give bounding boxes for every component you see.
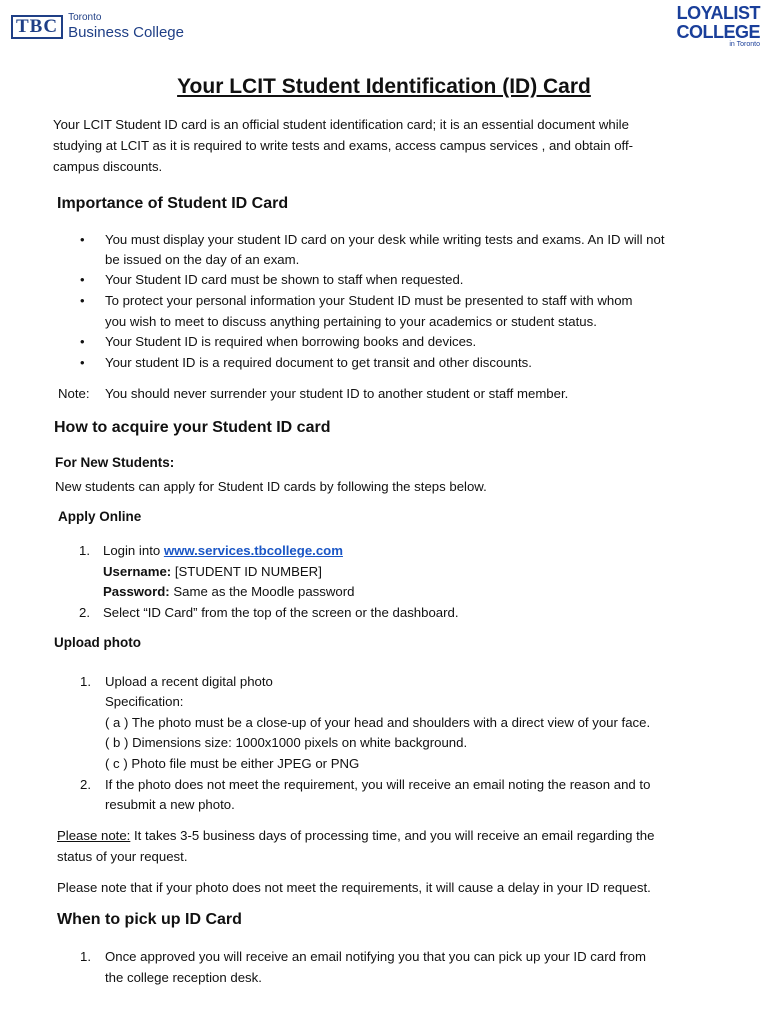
importance-item-4: Your Student ID is required when borrowing books and devices. [105,334,477,349]
loyalist-line2: COLLEGE [676,22,760,42]
pickup-step-1-line-1: Once approved you will receive an email notifying you that you can pick up your ID card from [105,949,646,964]
pickup-heading: When to pick up ID Card [57,911,242,928]
tbc-logo-mark: TBC [11,15,63,39]
password-line [103,581,354,602]
pickup-step-1-line-2: the college reception desk. [105,970,262,985]
upload-photo-heading: Upload photo [54,635,141,650]
username-label: Username: [103,564,172,579]
importance-item-1-line-1: You must display your student ID card on your desk while writing tests and exams. An ID will not [105,232,665,247]
delay-note: Please note that if your photo does not meet the requirements, it will cause a delay in your ID request. [57,880,651,895]
acquire-heading: How to acquire your Student ID card [54,419,331,436]
spec-c: ( c ) Photo file must be either JPEG or PNG [105,756,360,771]
new-students-label: For New Students: [55,455,175,470]
step-number: 2. [79,605,90,620]
loyalist-line1: LOYALIST [676,3,760,23]
bullet-icon: • [80,355,85,370]
apply-online-heading: Apply Online [58,509,142,524]
step-number: 1. [80,674,91,689]
bullet-icon: • [80,334,85,349]
specification-label: Specification: [105,694,184,709]
loyalist-line3: in Toronto [729,41,760,48]
please-note-text: It takes 3-5 business days of processing time, and you will receive an email regarding the [130,828,655,843]
importance-item-3-line-2: you wish to meet to discuss anything pertaining to your academics or student status. [105,314,597,329]
apply-step-1 [103,540,343,561]
step-number: 2. [80,777,91,792]
step-number: 1. [80,949,91,964]
new-students-text: New students can apply for Student ID cards by following the steps below. [55,479,487,494]
importance-item-5: Your student ID is a required document to get transit and other discounts. [105,355,532,370]
loyalist-college-logo [676,4,760,49]
importance-item-1-line-2: be issued on the day of an exam. [105,252,300,267]
step-number: 1. [79,543,90,558]
upload-step-2-line-2: resubmit a new photo. [105,797,235,812]
importance-heading: Importance of Student ID Card [57,195,289,212]
intro-line-2: studying at LCIT as it is required to write tests and exams, access campus services , and obtain off- [53,138,634,153]
password-value: Same as the Moodle password [169,584,355,599]
page-title: Your LCIT Student Identification (ID) Card [177,75,591,98]
tbc-logo-text [68,12,184,41]
username-line [103,561,322,582]
upload-step-1: Upload a recent digital photo [105,674,273,689]
bullet-icon: • [80,293,85,308]
importance-item-3-line-1: To protect your personal information your Student ID must be presented to staff with whom [105,293,633,308]
please-note-line-2: status of your request. [57,849,188,864]
apply-step-2: Select “ID Card” from the top of the screen or the dashboard. [103,605,459,620]
services-link[interactable]: www.services.tbcollege.com [163,543,343,558]
please-note-label: Please note: [57,828,131,843]
username-value: [STUDENT ID NUMBER] [171,564,322,579]
intro-line-3: campus discounts. [53,159,163,174]
please-note-line-1 [57,825,654,846]
note-text: You should never surrender your student ID to another student or staff member. [105,386,569,401]
importance-item-2: Your Student ID card must be shown to staff when requested. [105,272,464,287]
upload-step-2-line-1: If the photo does not meet the requirement, you will receive an email noting the reason and to [105,777,651,792]
apply-step-1-text: Login into [103,543,164,558]
bullet-icon: • [80,272,85,287]
note-label: Note: [58,386,90,401]
spec-a: ( a ) The photo must be a close-up of your head and shoulders with a direct view of your face. [105,715,651,730]
tbc-name: Business College [68,24,184,41]
spec-b: ( b ) Dimensions size: 1000x1000 pixels on white background. [105,735,468,750]
bullet-icon: • [80,232,85,247]
tbc-logo [11,12,184,41]
intro-line-1: Your LCIT Student ID card is an official student identification card; it is an essential document while [53,117,629,132]
password-label: Password: [103,584,170,599]
tbc-city: Toronto [68,12,102,23]
